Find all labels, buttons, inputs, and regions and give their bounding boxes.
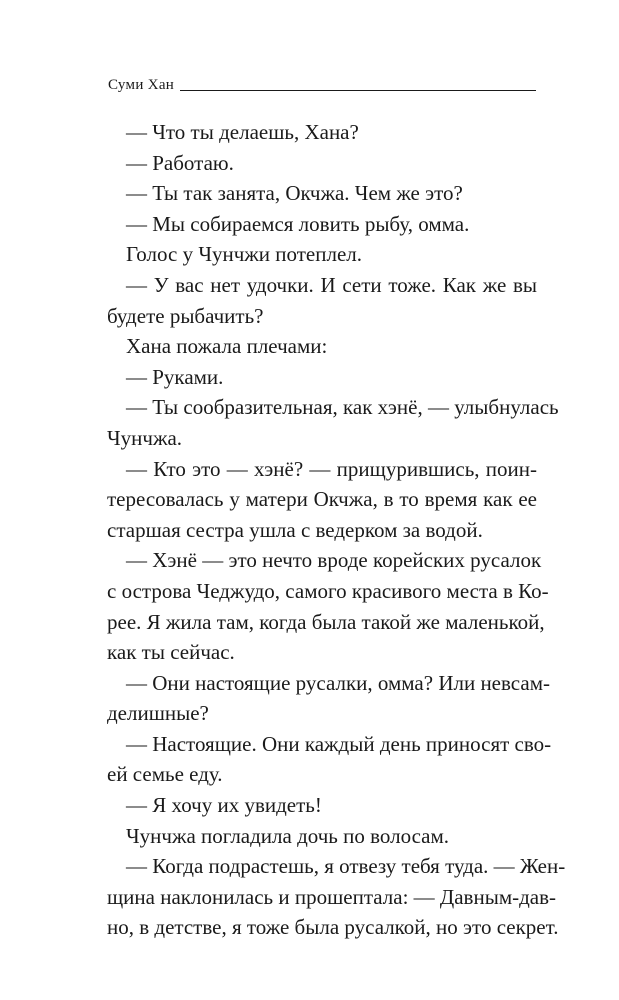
- text-line: — Когда подрастешь, я отвезу тебя туда. — Жен-: [126, 854, 566, 879]
- text-line: — Работаю.: [126, 150, 234, 175]
- running-head-rule: [180, 90, 536, 91]
- running-head: [108, 77, 536, 93]
- text-line: — Кто это — хэнё? — прищурившись, поин-: [126, 456, 537, 481]
- text-line: ей семье еду.: [107, 762, 223, 787]
- running-head-author: Суми Хан: [108, 77, 175, 93]
- text-line: Хана пожала плечами:: [126, 334, 328, 359]
- text-line: — Ты сообразительная, как хэнё, — улыбнулась: [126, 395, 559, 420]
- text-line: как ты сейчас.: [107, 640, 235, 665]
- text-line: — Ты так занята, Окчжа. Чем же это?: [126, 181, 463, 206]
- text-line: — Настоящие. Они каждый день приносят сво-: [126, 731, 552, 756]
- text-line: щина наклонилась и прошептала: — Давным-дав-: [107, 884, 557, 909]
- text-line: — Руками.: [126, 364, 224, 389]
- text-line: делишные?: [107, 701, 209, 726]
- text-line: будете рыбачить?: [107, 303, 264, 328]
- body-text: [107, 117, 566, 943]
- text-line: — Они настоящие русалки, омма? Или невсам-: [126, 670, 550, 695]
- text-line: — Мы собираемся ловить рыбу, омма.: [126, 211, 470, 236]
- text-line: с острова Чеджудо, самого красивого места в Ко-: [107, 578, 549, 603]
- text-line: старшая сестра ушла с ведерком за водой.: [107, 517, 483, 542]
- text-line: Чунчжа погладила дочь по волосам.: [126, 823, 450, 848]
- text-line: но, в детстве, я тоже была русалкой, но это секрет.: [107, 915, 559, 940]
- text-line: Чунчжа.: [107, 425, 183, 450]
- text-line: — Что ты делаешь, Хана?: [126, 120, 359, 144]
- text-line: — У вас нет удочки. И сети тоже. Как же вы: [126, 272, 537, 297]
- text-line: — Я хочу их увидеть!: [126, 793, 322, 818]
- text-line: — Хэнё — это нечто вроде корейских русалок: [126, 548, 542, 573]
- text-line: Голос у Чунчжи потеплел.: [126, 242, 363, 267]
- text-line: рее. Я жила там, когда была такой же маленькой,: [107, 609, 545, 634]
- text-line: тересовалась у матери Окчжа, в то время как ее: [107, 487, 537, 512]
